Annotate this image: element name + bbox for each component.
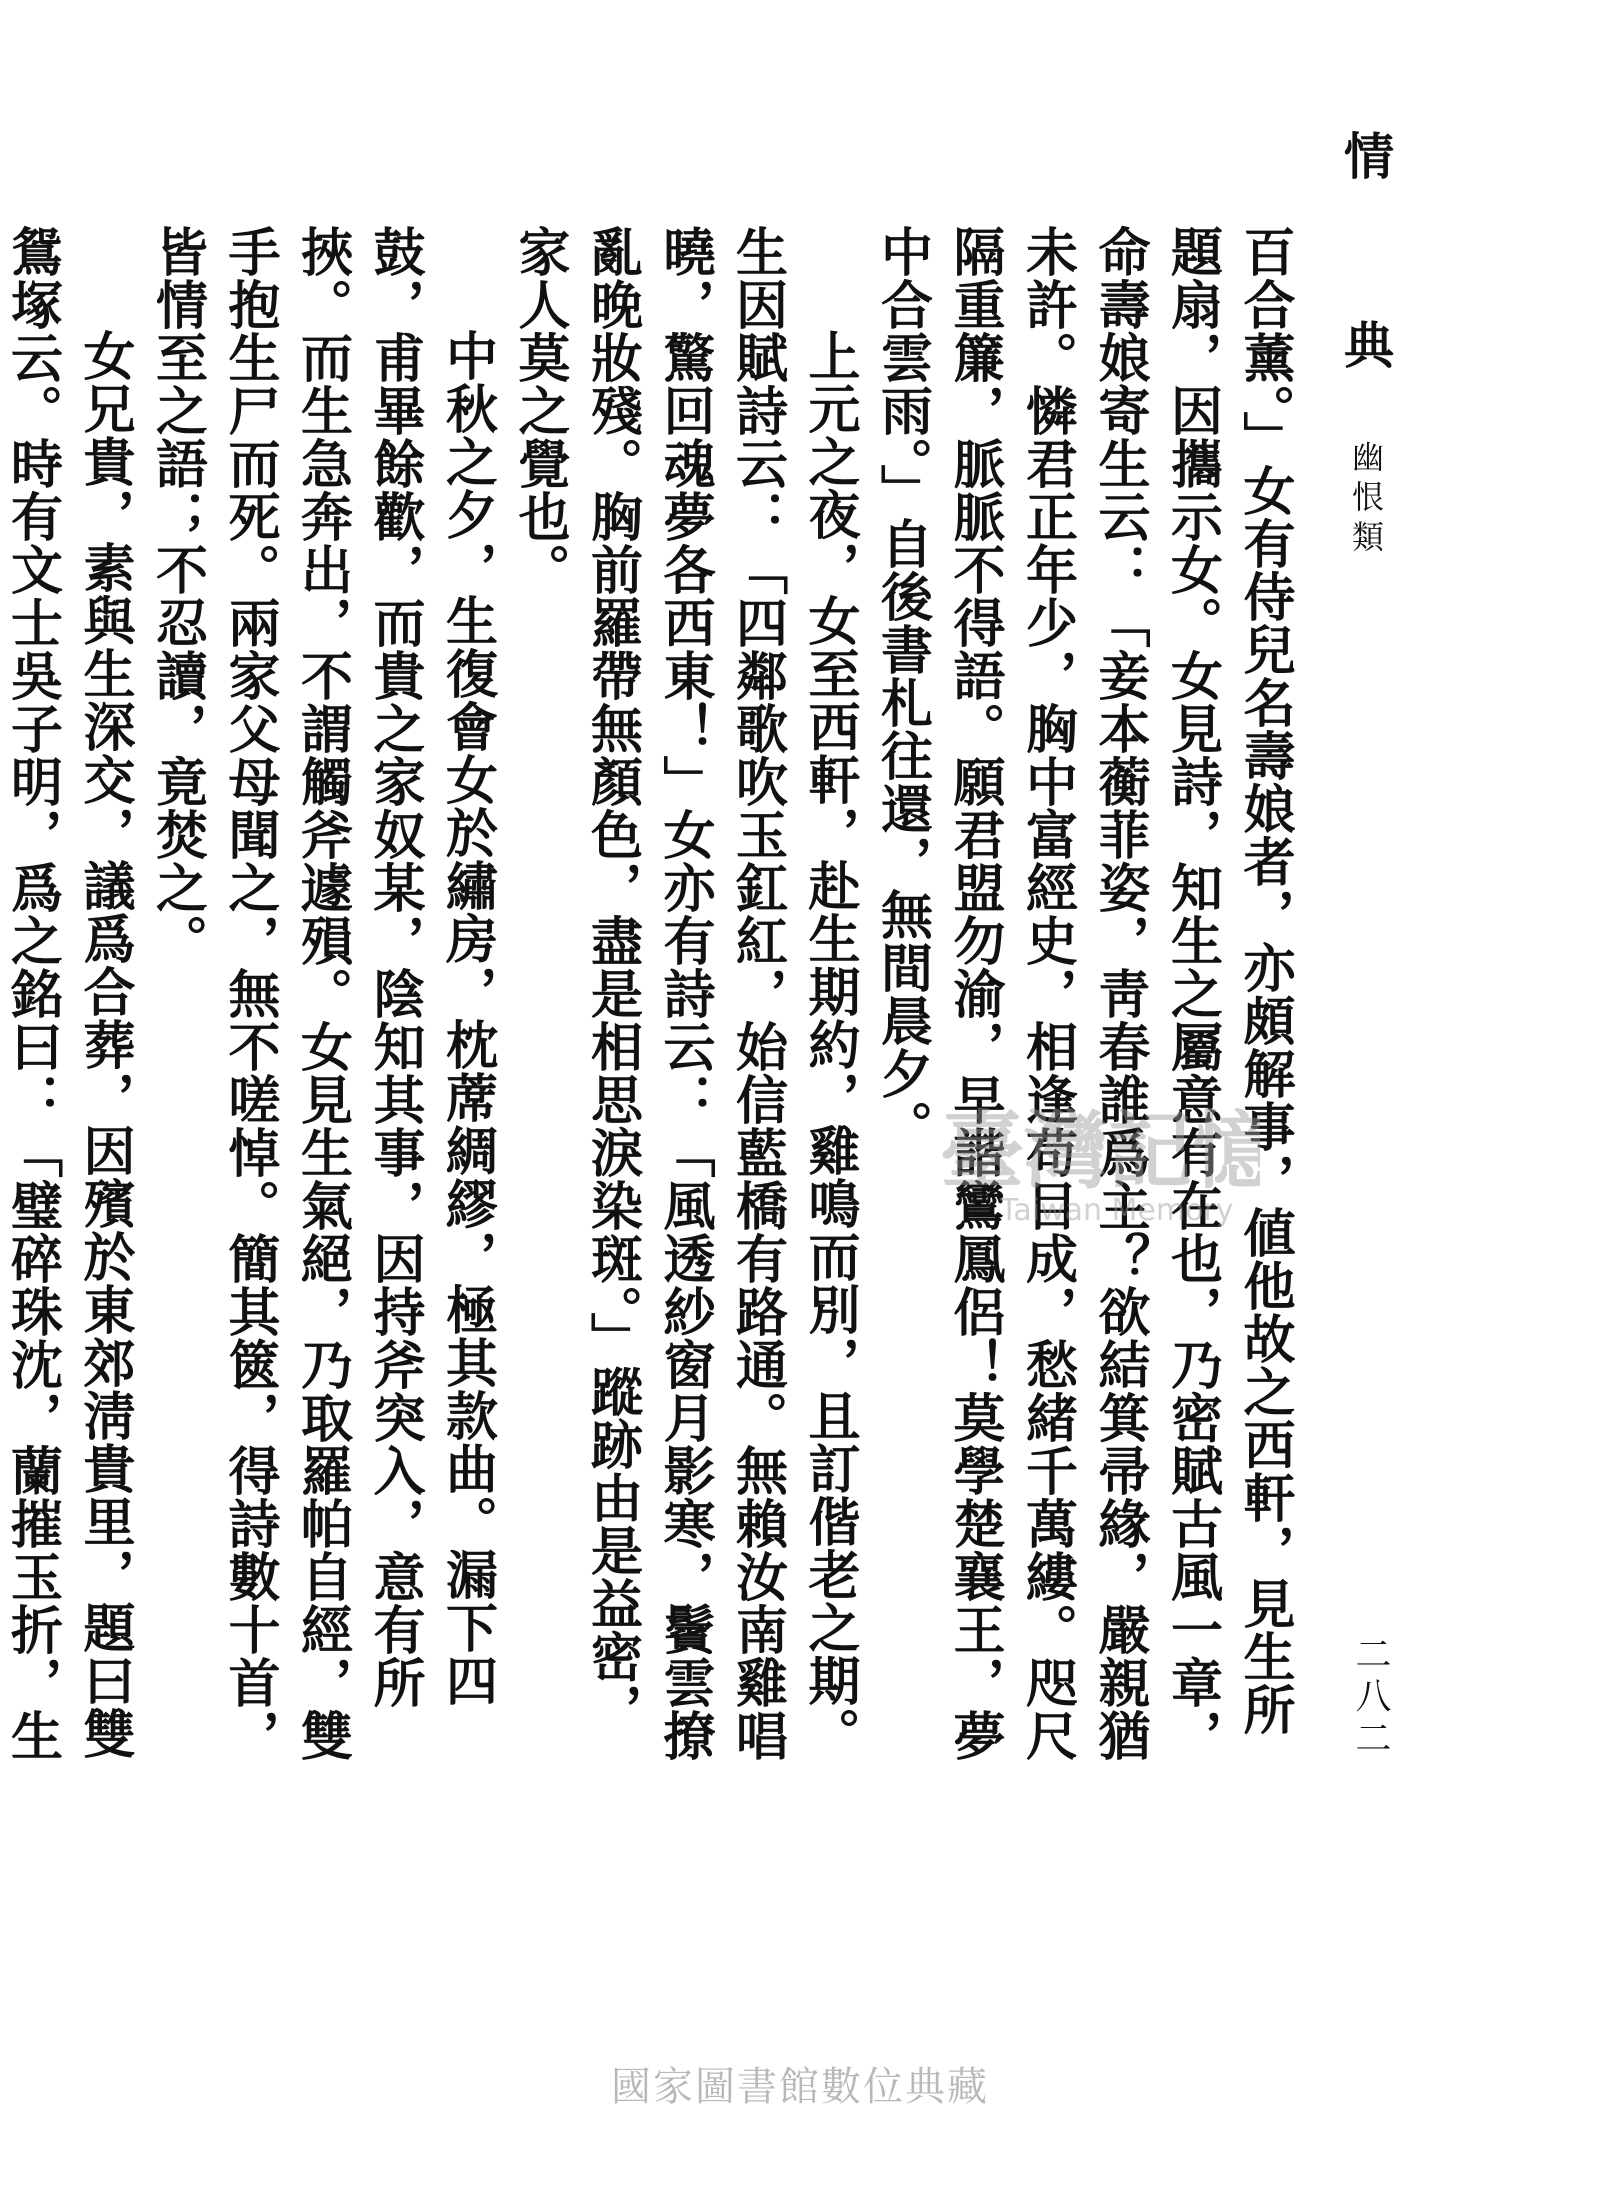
paragraph: 上元之夜，女至西軒，赴生期約，雞鳴而別，且訂偕老之期。生因賦詩云：「四鄰歌吹玉釭紅，始信藍橋有路通。無賴汝南雞唱曉，驚回魂夢各西東！」女亦有詩云：「風透紗窗月影寒，鬢雲撩亂晚妝殘。胸前羅帶無顏色，盡是相思淚染斑。」蹤跡由是益密，家人莫之覺也。 [509, 225, 860, 1762]
paragraph: 百合薰。」女有侍兒名壽娘者，亦頗解事，値他故之西軒，見生所題扇，因攜示女。女見詩，知生之屬意有在也，乃密賦古風一章，命壽娘寄生云：「妾本蘅菲姿，靑春誰爲主？欲結箕帚緣，嚴親猶未許。憐君正年少，胸中富經史，相逢苟目成，愁緒千萬縷。咫尺隔重簾，脈脈不得語。願君盟勿渝，早諧鸞鳳侶！莫學楚襄王，夢中合雲雨。」自後書札往還，無間晨夕。 [871, 225, 1295, 1762]
paragraph: 中秋之夕，生復會女於繡房，枕蓆綢繆，極其款曲。漏下四鼓，甫畢餘歡，而貴之家奴某，陰知其事，因持斧突入，意有所挾。而生急奔出，不謂觸斧遽殞。女見生氣絕，乃取羅帕自經，雙手抱生尸而死。兩家父母聞之，無不嗟悼。簡其篋，得詩數十首，皆情至之語；不忍讀，竟焚之。 [146, 225, 498, 1762]
footer-text: 國家圖書館數位典藏 [611, 2064, 989, 2110]
page-number: 二八二 [1350, 1635, 1391, 1761]
section-title: 幽恨類 [1347, 440, 1385, 560]
watermark-en-text: Taiwan Memory [1000, 1193, 1234, 1228]
watermark-cn-text: 臺灣記憶 [940, 1101, 1260, 1200]
body-text [0, 225, 1300, 1785]
book-title: 情 典 [1336, 130, 1395, 409]
paragraph: 女兄貴，素與生深交，議爲合葬，因殯於東郊淸貴里，題曰雙鴛塚云。時有文士吳子明，爲之銘曰：「璧碎珠沈，蘭摧玉折，生 [1, 225, 135, 1762]
taiwan-memory-watermark [930, 1070, 1260, 1260]
